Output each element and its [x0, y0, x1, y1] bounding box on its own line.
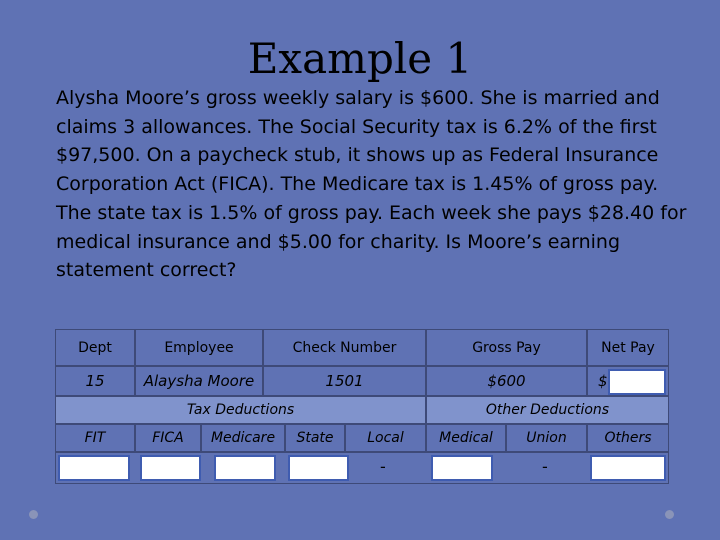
value-dept: 15 — [55, 366, 135, 396]
subheader-others: Others — [587, 424, 669, 452]
header-gross-pay: Gross Pay — [426, 329, 587, 366]
fit-answer-box[interactable] — [58, 455, 130, 481]
earnings-statement — [55, 329, 669, 484]
slide-corner-dot-right — [665, 510, 674, 519]
subheader-state: State — [285, 424, 345, 452]
header-check-number: Check Number — [263, 329, 426, 366]
local-entry: - — [380, 457, 386, 476]
tax-deductions-header: Tax Deductions — [55, 396, 426, 424]
subheader-fica: FICA — [135, 424, 201, 452]
value-gross-pay: $600 — [426, 366, 587, 396]
value-check-number: 1501 — [263, 366, 426, 396]
net-pay-answer-box[interactable] — [608, 369, 666, 395]
medical-answer-box[interactable] — [431, 455, 493, 481]
header-net-pay: Net Pay — [587, 329, 669, 366]
state-answer-box[interactable] — [288, 455, 349, 481]
net-pay-dollar-sign: $ — [598, 372, 608, 390]
subheader-medicare: Medicare — [201, 424, 285, 452]
slide-title: Example 1 — [247, 34, 473, 83]
header-employee: Employee — [135, 329, 263, 366]
other-deductions-header: Other Deductions — [426, 396, 669, 424]
union-entry: - — [542, 457, 548, 476]
fica-answer-box[interactable] — [140, 455, 201, 481]
header-dept: Dept — [55, 329, 135, 366]
slide-corner-dot-left — [29, 510, 38, 519]
subheader-fit: FIT — [55, 424, 135, 452]
subheader-local: Local — [345, 424, 426, 452]
value-employee: Alaysha Moore — [135, 366, 263, 396]
medicare-answer-box[interactable] — [214, 455, 276, 481]
subheader-medical: Medical — [426, 424, 506, 452]
subheader-union: Union — [506, 424, 587, 452]
others-answer-box[interactable] — [590, 455, 666, 481]
problem-paragraph: Alysha Moore’s gross weekly salary is $600. She is married and claims 3 allowances. The Social Security tax is 6.2% of the first $97,500. On a paycheck stub, it shows up as Federal Insurance Corporation Act (FICA). The Medicare tax is 1.45% of gross pay. The state tax is 1.5% of gross pay. Each week she pays $28.40 for medical insurance and $5.00 for charity. Is Moore’s earning statement correct? — [56, 87, 687, 282]
